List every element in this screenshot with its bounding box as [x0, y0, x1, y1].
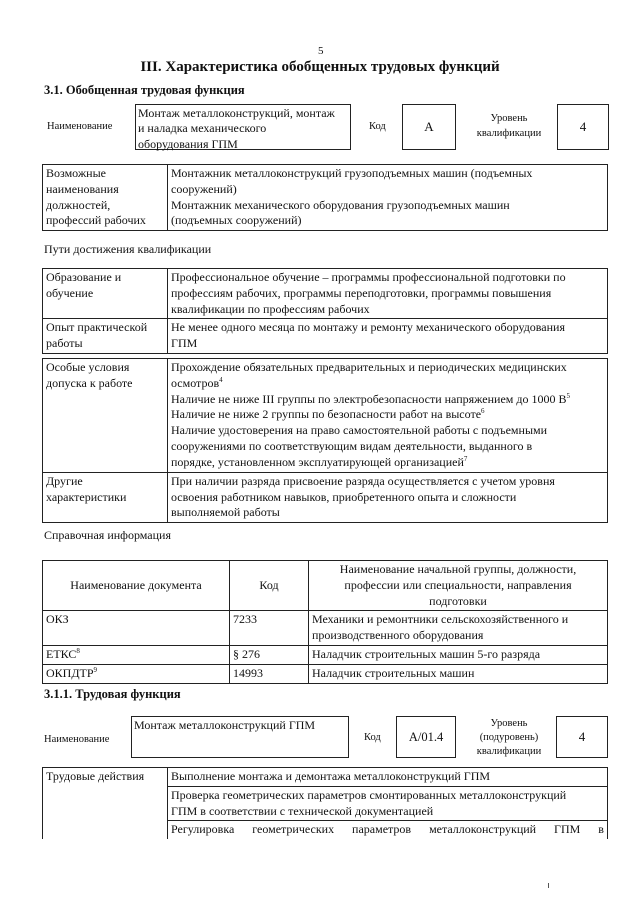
conditions-line: Наличие удостоверения на право самостоятельной работы с подъемными — [171, 423, 548, 438]
exp-label-cell — [43, 319, 168, 354]
otf-name-line: и наладка механического — [138, 121, 267, 136]
action-word: параметров — [352, 822, 412, 837]
edu-value-line: квалификации по профессиям рабочих — [171, 301, 370, 316]
tf-name-label: Наименование — [44, 734, 110, 745]
action-word: Регулировка — [171, 822, 235, 837]
ref-col-doc-header: Наименование документа — [43, 561, 230, 611]
edu-value-line: профессиям рабочих, программы переподготовки, программы повышения — [171, 285, 552, 300]
conditions-line: осмотров — [171, 375, 220, 390]
exp-label-line: работы — [46, 336, 83, 351]
actions-label-cell: Трудовые действия — [43, 768, 168, 840]
edu-value-line: Профессиональное обучение – программы профессиональной подготовки по — [171, 270, 566, 284]
tf-name-box — [131, 716, 349, 758]
action-line: ГПМ в соответствии с технической документацией — [171, 803, 434, 818]
otf-name-box — [135, 104, 351, 150]
positions-label-line: наименования — [46, 181, 119, 196]
ref-heading: Справочная информация — [44, 528, 171, 542]
tf-code-label: Код — [364, 732, 381, 743]
ref-doc: ОКПДТР — [46, 665, 94, 680]
exp-value-cell — [168, 319, 608, 354]
positions-value-line: (подъемных сооружений) — [171, 213, 302, 228]
action-word: геометрических — [252, 822, 335, 837]
conditions-label-line: допуска к работе — [46, 375, 133, 390]
scan-mark — [548, 883, 549, 888]
tf-level-label — [462, 717, 556, 760]
positions-value-line: Монтажник металлоконструкций грузоподъемных машин (подъемных — [171, 166, 533, 180]
conditions-line: порядке, установленном эксплуатирующей организацией — [171, 454, 464, 469]
other-value-line: При наличии разряда присвоение разряда осуществляется с учетом уровня — [171, 473, 555, 488]
positions-label-line: профессий рабочих — [46, 213, 146, 228]
ref-col-name-header — [309, 561, 608, 611]
action-item: Выполнение монтажа и демонтажа металлоконструкций ГПМ — [168, 768, 608, 787]
other-value-line: освоения работником навыков, приобретенного опыта и сложности — [171, 489, 517, 504]
tf-name-value: Монтаж металлоконструкций ГПМ — [134, 718, 316, 732]
action-word: металлоконструкций — [429, 822, 537, 837]
level-label-line: квалификации — [476, 127, 542, 139]
ref-col-name-line: Наименование начальной группы, должности, — [339, 562, 577, 576]
other-label-line: характеристики — [46, 489, 127, 504]
page-number: 5 — [318, 45, 324, 57]
conditions-value-cell — [168, 359, 608, 473]
heading-3-1-1: 3.1.1. Трудовая функция — [44, 687, 181, 701]
conditions-label-line: Особые условия — [46, 360, 130, 374]
ref-col-code-header: Код — [230, 561, 309, 611]
conditions-line: Наличие не ниже III группы по электробезопасности напряжением до 1000 В — [171, 391, 567, 406]
edu-label-line: Образование и — [46, 270, 122, 284]
footnote-ref: 6 — [481, 407, 485, 416]
action-word: в — [598, 822, 604, 837]
actions-table — [42, 767, 608, 839]
other-value-line: выполняемой работы — [171, 505, 280, 520]
action-item — [168, 786, 608, 821]
paths-heading: Пути достижения квалификации — [44, 242, 212, 256]
action-word: ГПМ — [554, 822, 581, 837]
level-label — [462, 112, 556, 141]
exp-label-line: Опыт практической — [46, 320, 148, 335]
conditions-line: Наличие не ниже 2 группы по безопасности работ на высоте — [171, 407, 482, 422]
otf-level-box: 4 — [557, 104, 609, 150]
footnote-ref: 7 — [463, 454, 468, 463]
footnote-ref: 5 — [566, 391, 570, 400]
footnote-ref: 8 — [76, 647, 80, 656]
edu-label-cell — [43, 269, 168, 319]
ref-code: 14993 — [230, 664, 309, 683]
exp-value-line: ГПМ — [171, 336, 198, 351]
tf-level-label-line: (подуровень) — [479, 732, 539, 744]
positions-label-line: должностей, — [46, 197, 111, 212]
positions-value-line: Монтажник механического оборудования грузоподъемных машин — [171, 197, 510, 212]
ref-col-name-line: профессии или специальности, направления — [344, 577, 572, 592]
conditions-line: Прохождение обязательных предварительных и периодических медицинских — [171, 360, 567, 374]
ref-code: § 276 — [230, 646, 309, 665]
ref-name-line: производственного оборудования — [312, 628, 484, 643]
tf-code-box: А/01.4 — [396, 716, 456, 758]
ref-col-name-line: подготовки — [429, 593, 487, 608]
otf-name-line: Монтаж металлоконструкций, монтаж — [138, 106, 335, 120]
ref-name-line: Наладчик строительных машин — [309, 664, 608, 683]
positions-label-line: Возможные — [46, 166, 106, 180]
other-label-line: Другие — [46, 473, 83, 488]
action-line: Проверка геометрических параметров смонтированных металлоконструкций — [171, 787, 567, 802]
tf-level-box: 4 — [556, 716, 608, 758]
other-label-cell — [43, 472, 168, 522]
positions-label-cell — [43, 165, 168, 231]
name-label: Наименование — [47, 121, 113, 132]
heading-3-1: 3.1. Обобщенная трудовая функция — [44, 83, 245, 97]
ref-name-line: Наладчик строительных машин 5-го разряда — [309, 646, 608, 665]
level-label-line: Уровень — [490, 113, 528, 124]
edu-label-line: обучение — [46, 285, 94, 300]
conditions-label-cell — [43, 359, 168, 473]
conditions-table — [42, 358, 608, 523]
tf-level-label-line: квалификации — [476, 746, 542, 758]
tf-level-label-line: Уровень — [490, 718, 528, 729]
edu-value-cell — [168, 269, 608, 319]
action-item — [168, 821, 608, 839]
positions-value-line: сооружений) — [171, 181, 237, 196]
positions-table — [42, 164, 608, 231]
footnote-ref: 9 — [93, 665, 98, 674]
section-title: III. Характеристика обобщенных трудовых функций — [140, 59, 500, 75]
other-value-cell — [168, 472, 608, 522]
ref-name-line: Механики и ремонтники сельскохозяйственного и — [312, 612, 569, 627]
footnote-ref: 4 — [219, 375, 223, 384]
ref-doc: ЕТКС — [46, 647, 77, 662]
ref-doc: ОКЗ — [46, 612, 69, 627]
reference-table — [42, 560, 608, 684]
otf-name-line: оборудования ГПМ — [138, 136, 238, 151]
code-label: Код — [369, 121, 386, 132]
conditions-line: сооружениями по соответствующим видам деятельности, выданного в — [171, 439, 533, 454]
positions-value-cell — [168, 165, 608, 231]
table-row — [43, 646, 608, 665]
ref-code: 7233 — [230, 611, 309, 646]
exp-value-line: Не менее одного месяца по монтажу и ремонту механического оборудования — [171, 320, 565, 335]
otf-code-box: А — [402, 104, 456, 150]
table-row — [43, 611, 608, 646]
table-row — [43, 664, 608, 683]
paths-table — [42, 268, 608, 354]
